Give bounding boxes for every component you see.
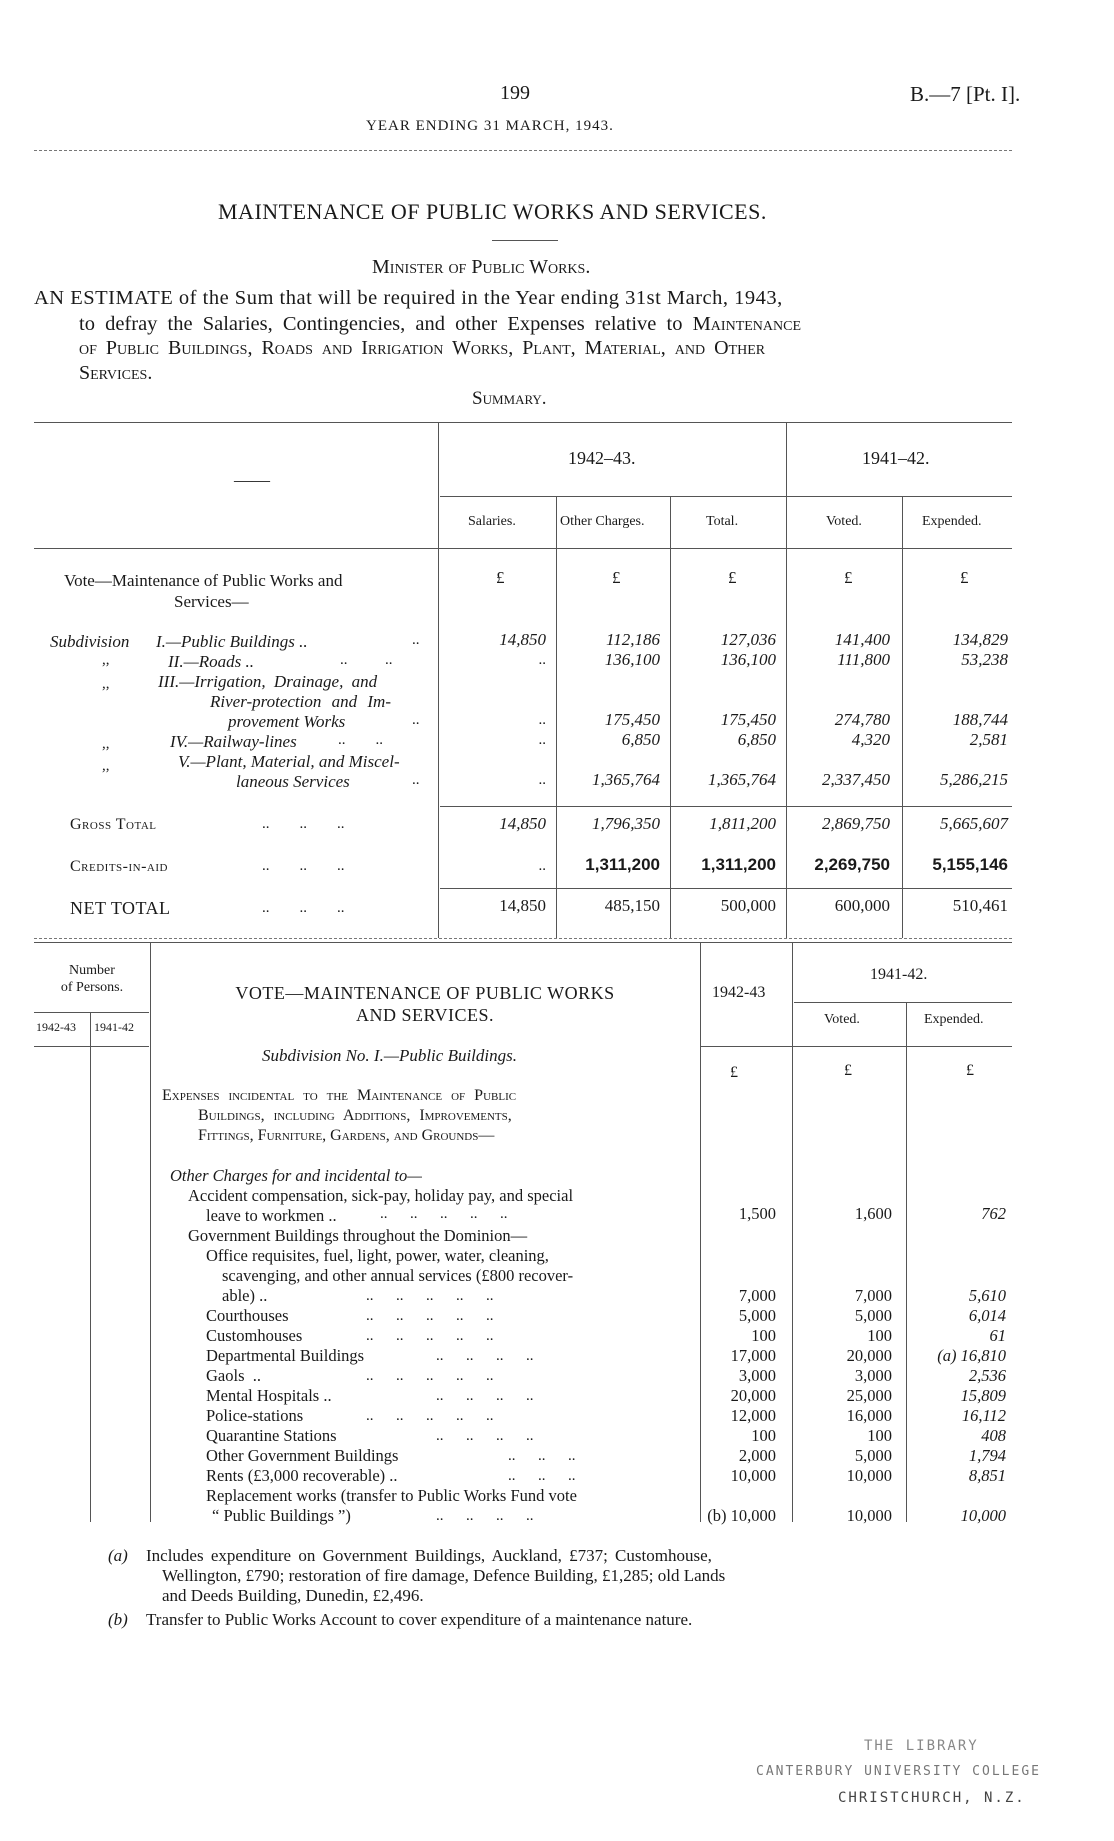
- summary-heading: Summary.: [472, 388, 547, 409]
- row-dots: .. .. .. .. ..: [366, 1408, 494, 1424]
- cell-estimate: 3,000: [738, 1366, 776, 1385]
- row-dots: ..: [412, 712, 420, 728]
- item-label: Departmental Buildings: [206, 1346, 365, 1365]
- vote-header-rule: [700, 1046, 1012, 1047]
- minister-heading: Minister of Public Works.: [372, 256, 591, 278]
- cell-expended: (a) 16,810: [937, 1346, 1006, 1365]
- row-prefix: ,,: [102, 676, 110, 692]
- library-stamp: [756, 1738, 1096, 1818]
- cell-estimate: 2,000: [738, 1446, 776, 1465]
- item-label: able) ..: [222, 1286, 268, 1305]
- summary-group-1942: 1942–43.: [568, 448, 636, 468]
- col-total-header: Total.: [706, 514, 739, 529]
- cell-salaries: ..: [538, 858, 546, 874]
- estimate-line-4: Services.: [79, 362, 153, 384]
- footnote-a-line-2: Wellington, £790; restoration of fire damage, Defence Building, £1,285; old Lands: [162, 1566, 726, 1585]
- row-dots: .. ..: [338, 732, 383, 748]
- office-line-2: scavenging, and other annual services (£800 recover-: [222, 1266, 574, 1285]
- footnote-a-mark: (a): [108, 1546, 128, 1565]
- gross-total-rule: [440, 806, 1012, 807]
- cell-expended: 5,286,215: [940, 770, 1008, 789]
- cell-expended: 8,851: [968, 1466, 1006, 1485]
- cell-voted: 274,780: [834, 710, 890, 729]
- persons-year-a: 1942-43: [36, 1020, 76, 1034]
- cell-expended: 762: [981, 1204, 1006, 1223]
- cell-salaries: ..: [538, 732, 546, 748]
- cell-total: 1,311,200: [701, 855, 776, 874]
- summary-bottom-rule: [34, 938, 1012, 939]
- cell-total: 175,450: [720, 710, 776, 729]
- cell-estimate: 100: [751, 1326, 776, 1345]
- persons-header-line-2: of Persons.: [60, 980, 124, 995]
- cell-expended: 53,238: [961, 650, 1008, 669]
- summary-vline-5: [902, 496, 903, 938]
- estimate-line-2: [79, 313, 801, 336]
- item-row: [0, 1286, 1114, 1306]
- stamp-line-2: CANTERBURY UNIVERSITY COLLEGE: [756, 1764, 1041, 1779]
- cell-total: 6,850: [737, 730, 776, 749]
- cell-voted: 2,869,750: [822, 814, 890, 833]
- row-dots: .. .. .. ..: [436, 1348, 534, 1364]
- col-other-charges-header: Other Charges.: [560, 514, 645, 529]
- row-label: IV.—Railway-lines: [170, 732, 297, 751]
- vote-title-line-2: AND SERVICES.: [355, 1005, 495, 1025]
- cell-voted: 3,000: [854, 1366, 892, 1385]
- vote-year-rule: [794, 1002, 1012, 1003]
- cell-total: 1,365,764: [708, 770, 776, 789]
- cell-salaries: 14,850: [499, 814, 546, 833]
- item-label: Mental Hospitals ..: [206, 1386, 332, 1405]
- cell-salaries: ..: [538, 772, 546, 788]
- item-row: [0, 1406, 1114, 1426]
- cell-estimate: 100: [751, 1426, 776, 1445]
- net-total-label: NET TOTAL: [70, 898, 171, 918]
- footnote-a-line-1: Includes expenditure on Government Buildings, Auckland, £737; Customhouse,: [146, 1546, 712, 1565]
- summary-header-rule: [34, 548, 1012, 549]
- cell-estimate: 5,000: [738, 1306, 776, 1325]
- row-dots: .. .. ..: [508, 1468, 576, 1484]
- row-label-line-2: laneous Services: [236, 772, 350, 791]
- row-dots: .. .. .. .. ..: [366, 1368, 494, 1384]
- pound-sign: £: [960, 568, 969, 587]
- row-dots: .. ..: [340, 652, 393, 668]
- row-prefix: Subdivision: [50, 632, 130, 651]
- item-row: [0, 1446, 1114, 1466]
- item-label: Police-stations: [206, 1406, 304, 1425]
- summary-vline-2: [556, 496, 557, 938]
- summary-group-1941: 1941–42.: [862, 448, 930, 468]
- cell-expended: 408: [981, 1426, 1006, 1445]
- summary-subheader-rule: [440, 496, 1012, 497]
- expenses-line-2: Buildings, including Additions, Improvements,: [198, 1107, 512, 1124]
- item-row: [0, 1346, 1114, 1366]
- footnote-a: [146, 1546, 725, 1606]
- stamp-line-1: THE LIBRARY: [864, 1738, 979, 1754]
- row-label: I.—Public Buildings ..: [156, 632, 308, 651]
- cell-other-charges: 1,365,764: [592, 770, 660, 789]
- cell-voted: 7,000: [854, 1286, 892, 1305]
- cell-estimate: 17,000: [730, 1346, 776, 1365]
- footnote-b: Transfer to Public Works Account to cover expenditure of a maintenance nature.: [146, 1610, 693, 1629]
- item-row: [0, 1466, 1114, 1486]
- cell-expended: 6,014: [968, 1306, 1006, 1325]
- estimate-line-1: AN ESTIMATE of the Sum that will be required in the Year ending 31st March, 1943,: [34, 287, 783, 309]
- replacement-line-2: “ Public Buildings ”): [212, 1506, 351, 1525]
- net-total-rule: [440, 888, 1012, 889]
- title-rule: [492, 240, 558, 241]
- vote-col-1942: 1942-43: [712, 984, 766, 1001]
- cell-voted: 5,000: [854, 1446, 892, 1465]
- cell-voted: 111,800: [837, 650, 890, 669]
- cell-voted: 5,000: [854, 1306, 892, 1325]
- row-dots: .. .. .. .. ..: [366, 1328, 494, 1344]
- cell-salaries: 14,850: [499, 896, 546, 915]
- vote-label: [64, 570, 342, 612]
- cell-other-charges: 1,796,350: [592, 814, 660, 833]
- summary-stub-dash: ——: [234, 470, 270, 490]
- vote-col-voted: Voted.: [824, 1012, 860, 1027]
- expenses-line-1: Expenses incidental to the Maintenance of Public: [162, 1087, 517, 1104]
- summary-vline-4: [786, 422, 787, 938]
- row-prefix: ,,: [102, 736, 110, 752]
- cell-expended: 134,829: [952, 630, 1008, 649]
- row-label-line-2: River-protection and Im-: [210, 692, 391, 711]
- cell-expended: 5,610: [968, 1286, 1006, 1305]
- cell-other-charges: 175,450: [604, 710, 660, 729]
- cell-other-charges: 6,850: [621, 730, 660, 749]
- cell-expended: 15,809: [960, 1386, 1006, 1405]
- item-label: Gaols ..: [206, 1366, 261, 1385]
- row-label: II.—Roads ..: [168, 652, 254, 671]
- cell-total: 136,100: [720, 650, 776, 669]
- summary-vline-3: [670, 496, 671, 938]
- accident-line-2: leave to workmen ..: [206, 1206, 337, 1225]
- year-line: YEAR ENDING 31 MARCH, 1943.: [366, 118, 614, 134]
- vote-title: [150, 982, 700, 1026]
- cell-total: 500,000: [720, 896, 776, 915]
- cell-estimate: 10,000: [730, 1466, 776, 1485]
- page-title: MAINTENANCE OF PUBLIC WORKS AND SERVICES.: [218, 199, 767, 224]
- cell-expended: 16,112: [961, 1406, 1006, 1425]
- row-dots: .. .. ..: [262, 900, 345, 916]
- gross-total-label: Gross Total: [70, 816, 157, 833]
- row-prefix: ,,: [102, 652, 110, 668]
- vote-top-rule: [34, 942, 1012, 943]
- cell-voted: 2,269,750: [814, 855, 890, 874]
- item-row: [0, 1386, 1114, 1406]
- cell-salaries: 14,850: [499, 630, 546, 649]
- summary-top-rule: [34, 422, 1012, 423]
- footnote-a-line-3: and Deeds Building, Dunedin, £2,496.: [162, 1586, 424, 1605]
- footnote-b-mark: (b): [108, 1610, 128, 1629]
- item-label: Other Government Buildings: [206, 1446, 399, 1465]
- item-label: Quarantine Stations: [206, 1426, 337, 1445]
- cell-expended: 2,536: [968, 1366, 1006, 1385]
- cell-voted: 4,320: [851, 730, 890, 749]
- row-dots: .. .. .. .. ..: [366, 1308, 494, 1324]
- stamp-line-3: CHRISTCHURCH, N.Z.: [838, 1790, 1026, 1806]
- item-row: [0, 1306, 1114, 1326]
- persons-subheader-rule: [34, 1046, 149, 1047]
- item-label: Customhouses: [206, 1326, 303, 1345]
- estimate-line-2-text: to defray the Salaries, Contingencies, and other Expenses relative to: [79, 313, 683, 335]
- cell-voted: 10,000: [846, 1506, 892, 1525]
- estimate-line-2-sc: Maintenance: [692, 313, 802, 335]
- cell-voted: 100: [867, 1326, 892, 1345]
- cell-estimate: 7,000: [738, 1286, 776, 1305]
- pound-sign: £: [728, 568, 737, 587]
- persons-header: [34, 962, 150, 996]
- cell-voted: 1,600: [854, 1204, 892, 1223]
- persons-header-line-1: Number: [69, 963, 115, 978]
- credits-in-aid-label: Credits-in-aid: [70, 858, 168, 875]
- row-dots: .. .. ..: [262, 816, 345, 832]
- col-salaries-header: Salaries.: [468, 514, 516, 529]
- cell-voted: 2,337,450: [822, 770, 890, 789]
- cell-expended: 188,744: [952, 710, 1008, 729]
- row-dots: .. .. ..: [508, 1448, 576, 1464]
- vote-title-line-1: VOTE—MAINTENANCE OF PUBLIC WORKS: [235, 983, 615, 1003]
- cell-expended: 1,794: [968, 1446, 1006, 1465]
- cell-estimate: 20,000: [730, 1386, 776, 1405]
- cell-other-charges: 485,150: [604, 896, 660, 915]
- vote-label-line-1: Vote—Maintenance of Public Works and: [64, 571, 343, 590]
- item-row: [0, 1366, 1114, 1386]
- vote-col-1941: 1941-42.: [870, 966, 928, 983]
- cell-estimate: (b) 10,000: [707, 1506, 776, 1525]
- cell-expended: 10,000: [960, 1506, 1006, 1525]
- col-expended-header: Expended.: [922, 514, 982, 529]
- expenses-heading: [162, 1086, 516, 1146]
- pound-sign: £: [844, 1062, 852, 1079]
- vote-label-line-2: Services—: [174, 592, 249, 611]
- pound-sign: £: [612, 568, 621, 587]
- cell-expended: 61: [989, 1326, 1006, 1345]
- replacement-line-1: Replacement works (transfer to Public Works Fund vote: [206, 1486, 577, 1505]
- cell-voted: 600,000: [834, 896, 890, 915]
- item-row: [0, 1326, 1114, 1346]
- header-rule: [34, 150, 1012, 151]
- cell-voted: 20,000: [846, 1346, 892, 1365]
- cell-voted: 10,000: [846, 1466, 892, 1485]
- cell-estimate: 1,500: [738, 1204, 776, 1223]
- row-dots: .. .. .. ..: [436, 1508, 534, 1524]
- accident-line-1: Accident compensation, sick-pay, holiday pay, and special: [188, 1186, 574, 1205]
- row-dots: .. .. .. ..: [436, 1388, 534, 1404]
- office-line-1: Office requisites, fuel, light, power, water, cleaning,: [206, 1246, 549, 1265]
- other-charges-heading: Other Charges for and incidental to—: [170, 1166, 422, 1185]
- cell-voted: 141,400: [834, 630, 890, 649]
- row-label: III.—Irrigation, Drainage, and: [158, 672, 378, 691]
- cell-expended: 5,155,146: [932, 855, 1008, 874]
- subdivision-heading: Subdivision No. I.—Public Buildings.: [262, 1046, 517, 1065]
- pound-sign: £: [844, 568, 853, 587]
- cell-salaries: ..: [538, 652, 546, 668]
- pound-sign: £: [730, 1064, 738, 1081]
- row-prefix: ,,: [102, 758, 110, 774]
- row-dots: .. .. .. .. ..: [366, 1288, 494, 1304]
- vote-col-expended: Expended.: [924, 1012, 984, 1027]
- row-dots: .. .. ..: [262, 858, 345, 874]
- row-dots: ..: [412, 772, 420, 788]
- pound-sign: £: [966, 1062, 974, 1079]
- row-dots: ..: [412, 632, 420, 648]
- cell-voted: 16,000: [846, 1406, 892, 1425]
- cell-estimate: 12,000: [730, 1406, 776, 1425]
- row-label-line-3: provement Works: [228, 712, 346, 731]
- item-label: Courthouses: [206, 1306, 289, 1325]
- cell-voted: 25,000: [846, 1386, 892, 1405]
- row-dots: .. .. .. ..: [436, 1428, 534, 1444]
- cell-other-charges: 136,100: [604, 650, 660, 669]
- cell-expended: 5,665,607: [940, 814, 1008, 833]
- summary-vline-1: [438, 422, 439, 938]
- cell-total: 127,036: [720, 630, 776, 649]
- row-label: V.—Plant, Material, and Miscel-: [178, 752, 400, 771]
- row-dots: .. .. .. .. ..: [380, 1206, 508, 1222]
- pound-sign: £: [496, 568, 505, 587]
- page-number: 199: [500, 82, 530, 104]
- expenses-line-3: Fittings, Furniture, Gardens, and Grounds—: [198, 1127, 495, 1144]
- cell-salaries: ..: [538, 712, 546, 728]
- item-row: [0, 1426, 1114, 1446]
- persons-header-rule: [34, 1012, 149, 1013]
- persons-year-b: 1941-42: [94, 1020, 134, 1034]
- govt-buildings-heading: Government Buildings throughout the Dominion—: [188, 1226, 528, 1245]
- cell-other-charges: 1,311,200: [585, 855, 660, 874]
- cell-other-charges: 112,186: [606, 630, 660, 649]
- col-voted-header: Voted.: [826, 514, 862, 529]
- cell-expended: 510,461: [952, 896, 1008, 915]
- document-reference: B.—7 [Pt. I].: [910, 82, 1021, 106]
- cell-expended: 2,581: [969, 730, 1008, 749]
- item-label: Rents (£3,000 recoverable) ..: [206, 1466, 398, 1485]
- cell-voted: 100: [867, 1426, 892, 1445]
- estimate-line-3: of Public Buildings, Roads and Irrigation Works, Plant, Material, and Other: [79, 337, 766, 359]
- cell-total: 1,811,200: [709, 814, 776, 833]
